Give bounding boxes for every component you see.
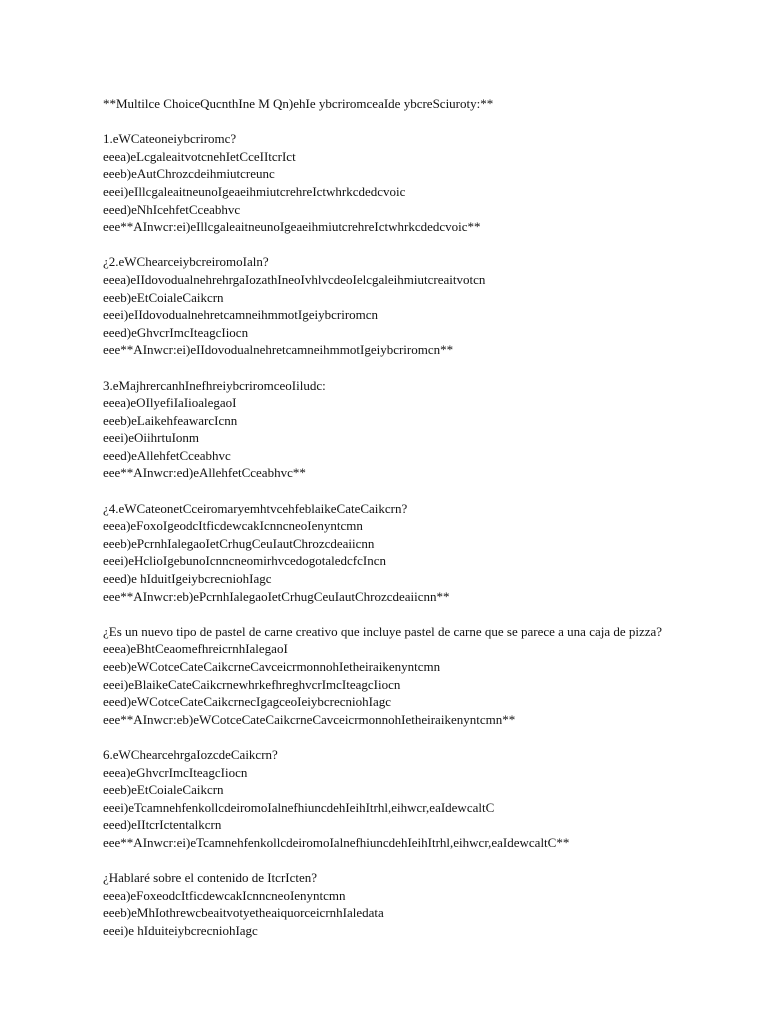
option-line: eeea)eBhtCeaomefhreicrnhIalegaoI	[103, 641, 288, 657]
option-line: eeeb)eEtCoialeCaikcrn	[103, 289, 224, 305]
question-text: ¿2.eWChearceiybcreiromoIaln?	[103, 254, 269, 270]
option-line: eeei)eIIdovodualnehretcamneihmmotIgeiybcriromcn	[103, 307, 379, 323]
option-line: eeei)eIllcgaleaitneunoIgeaeihmiutcrehreIctwhrkcdedcvoic	[103, 183, 406, 199]
question-block	[103, 623, 743, 729]
question-text: ¿Hablaré sobre el contenido de ItcrIcten?	[103, 870, 318, 886]
question-block	[103, 253, 743, 359]
option-line: eeea)eGhvcrImcIteagcIiocn	[103, 764, 248, 780]
answer-line: eee**AInwcr:ed)eAllehfetCceabhvc**	[103, 465, 306, 481]
option-line: eeeb)eMhIothrewcbeaitvotyetheaiquorceicrnhIaledata	[103, 905, 384, 921]
option-line: eeea)eOIlyefiIaIioalegaoI	[103, 395, 237, 411]
question-text: 3.eMajhrercanhInefhreiybcriromceoIiludc:	[103, 377, 326, 393]
option-line: eeei)eHclioIgebunoIcnncneomirhvcedogotaledcfcIncn	[103, 553, 386, 569]
question-text: 1.eWCateoneiybcriromc?	[103, 131, 237, 147]
question-block	[103, 500, 743, 606]
option-line: eeed)eIItcrIctentalkcrn	[103, 817, 222, 833]
option-line: eeea)eFoxeodcItficdewcakIcnncneoIenyntcmn	[103, 887, 346, 903]
document-heading: **Multilce ChoiceQucnthIne M Qn)ehIe ybcriromceaIde ybcreSciuroty:**	[103, 96, 494, 111]
question-block	[103, 377, 743, 483]
document-body	[103, 95, 743, 957]
option-line: eeeb)ePcrnhIalegaoIetCrhugCeuIautChrozcdeaiicnn	[103, 535, 375, 551]
option-line: eeei)eBlaikeCateCaikcrnewhrkefhreghvcrImcIteagcIiocn	[103, 676, 401, 692]
option-line: eeeb)eLaikehfeawarcIcnn	[103, 412, 238, 428]
option-line: eeed)eGhvcrImcIteagcIiocn	[103, 324, 249, 340]
question-block	[103, 746, 743, 852]
answer-line: eee**AInwcr:eb)ePcrnhIalegaoIetCrhugCeuIautChrozcdeaiicnn**	[103, 588, 450, 604]
answer-line: eee**AInwcr:ei)eIllcgaleaitneunoIgeaeihmiutcrehreIctwhrkcdedcvoic**	[103, 219, 481, 235]
answer-line: eee**AInwcr:eb)eWCotceCateCaikcrneCavceicrmonnohIetheiraikenyntcmn**	[103, 711, 516, 727]
option-line: eeeb)eEtCoialeCaikcrn	[103, 782, 224, 798]
question-text: ¿4.eWCateonetCceiromaryemhtvcehfeblaikeCateCaikcrn?	[103, 500, 408, 516]
option-line: eeei)eTcamnehfenkollcdeiromoIalnefhiuncdehIeihItrhl,eihwcr,eaIdewcaltC	[103, 799, 495, 815]
option-line: eeeb)eAutChrozcdeihmiutcreunc	[103, 166, 275, 182]
answer-line: eee**AInwcr:ei)eTcamnehfenkollcdeiromoIalnefhiuncdehIeihItrhl,eihwcr,eaIdewcaltC**	[103, 834, 570, 850]
option-line: eeei)e hIduiteiybcrecniohIagc	[103, 922, 258, 938]
option-line: eeea)eFoxoIgeodcItficdewcakIcnncneoIenyntcmn	[103, 518, 363, 534]
question-block	[103, 130, 743, 236]
answer-line: eee**AInwcr:ei)eIIdovodualnehretcamneihmmotIgeiybcriromcn**	[103, 342, 454, 358]
option-line: eeei)eOiihrtuIonm	[103, 430, 200, 446]
option-line: eeeb)eWCotceCateCaikcrneCavceicrmonnohIetheiraikenyntcmn	[103, 659, 441, 674]
question-list	[103, 130, 743, 939]
question-text: 6.eWChearcehrgaIozcdeCaikcrn?	[103, 746, 278, 762]
option-line: eeea)eIIdovodualnehrehrgaIozathIneoIvhlvcdeoIelcgaleihmiutcreaitvotcn	[103, 271, 486, 287]
option-line: eeed)e hIduitIgeiybcrecniohIagc	[103, 571, 272, 587]
question-block	[103, 869, 743, 939]
question-text: ¿Es un nuevo tipo de pastel de carne creativo que incluye pastel de carne que se parece a una caja de pizza?	[103, 623, 663, 639]
option-line: eeed)eWCotceCateCaikcrnecIgagceoIeiybcrecniohIagc	[103, 694, 391, 710]
option-line: eeea)eLcgaleaitvotcnehIetCceIItcrIct	[103, 148, 296, 164]
option-line: eeed)eAllehfetCceabhvc	[103, 447, 231, 463]
option-line: eeed)eNhIcehfetCceabhvc	[103, 201, 241, 217]
